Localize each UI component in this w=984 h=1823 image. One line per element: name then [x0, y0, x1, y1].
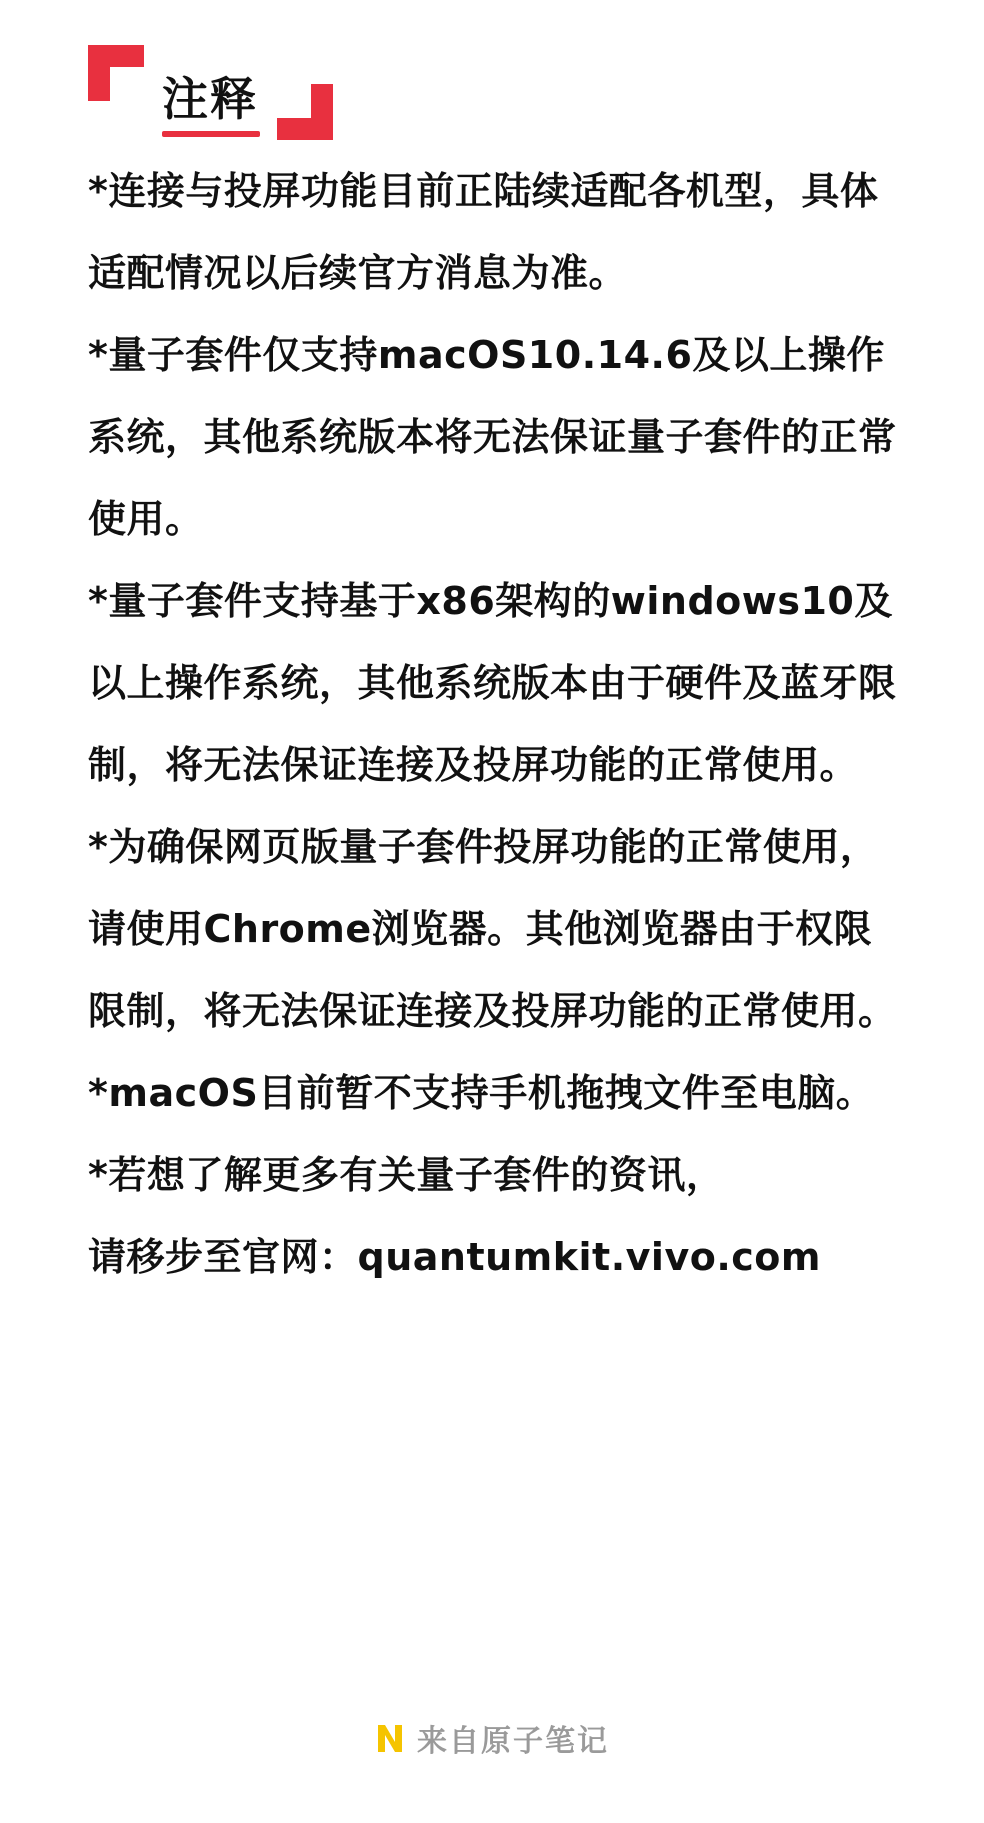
note-windows-version: *量子套件支持基于x86架构的windows10及以上操作系统，其他系统版本由于硬件及蓝牙限制，将无法保证连接及投屏功能的正常使用。 — [88, 579, 897, 787]
note-macos-version: *量子套件仅支持macOS10.14.6及以上操作系统，其他系统版本将无法保证量子套件的正常使用。 — [88, 333, 897, 541]
footer-source-text: 来自原子笔记 — [417, 1724, 609, 1759]
corner-bracket-top-left-icon — [88, 45, 144, 101]
footer-watermark — [0, 1712, 984, 1764]
notes-list — [88, 150, 908, 1298]
notes-header — [88, 45, 333, 140]
note-official-website: *若想了解更多有关量子套件的资讯， 请移步至官网：quantumkit.vivo.com — [88, 1153, 821, 1279]
corner-bracket-bottom-right-icon — [277, 84, 333, 140]
note-compatibility: *连接与投屏功能目前正陆续适配各机型，具体适配情况以后续官方消息为准。 — [88, 169, 879, 295]
page-title: 注释 — [162, 72, 258, 126]
atom-notes-logo-icon — [375, 1722, 405, 1754]
title-underline — [162, 131, 260, 137]
note-browser-requirement: *为确保网页版量子套件投屏功能的正常使用，请使用Chrome浏览器。其他浏览器由于权限限制，将无法保证连接及投屏功能的正常使用。 — [88, 825, 897, 1033]
note-macos-drag-drop: *macOS目前暂不支持手机拖拽文件至电脑。 — [88, 1071, 875, 1115]
